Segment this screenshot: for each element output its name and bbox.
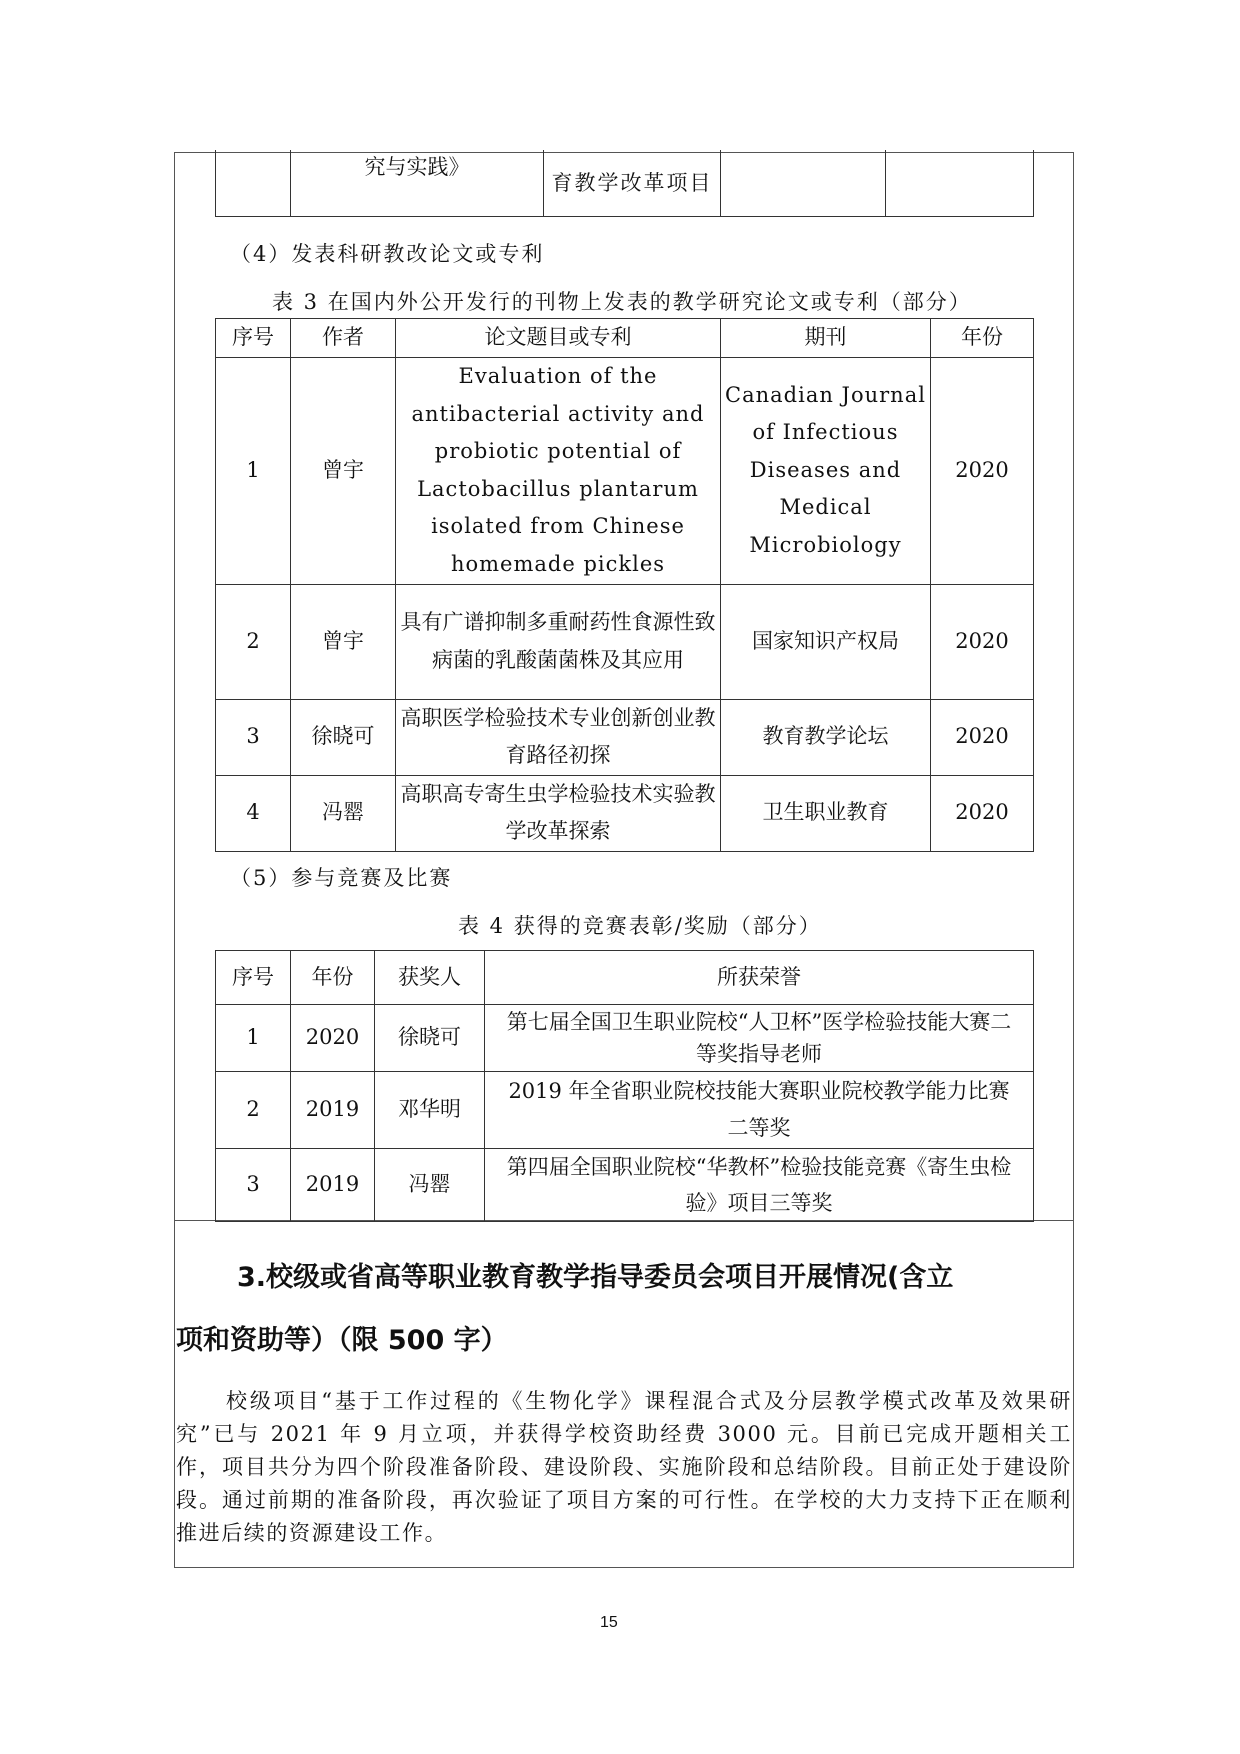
section-3-paragraph: 校级项目“基于工作过程的《生物化学》课程混合式及分层教学模式改革及效果研究”已与 2021 年 9 月立项，并获得学校资助经费 3000 元。目前已完成开题相关工作，项目共分为四个阶段准备阶段、建设阶段、实施阶段和总结阶段。目前正处于建设阶段。通过前期的准备阶段，再次验证了项目方案的可行性。在学校的大力支持下正在顺利推进后续的资源建设工作。: [176, 1389, 1072, 1545]
table-cell: 1: [216, 357, 291, 584]
table-row: [216, 1072, 1034, 1149]
table-cell: 冯罂: [291, 775, 396, 851]
table-cell: Canadian Journal of Infectious Diseases and Medical Microbiology: [721, 357, 931, 584]
table-row: [216, 150, 1034, 217]
header-cell: 论文题目或专利: [396, 319, 721, 358]
table-cell: 3: [216, 699, 291, 775]
header-cell: 年份: [291, 951, 375, 1005]
table-cell: 2020: [931, 699, 1034, 775]
table-header-row: [216, 951, 1034, 1005]
table-cell: 第四届全国职业院校“华教杯”检验技能竞赛《寄生虫检验》项目三等奖: [485, 1149, 1034, 1222]
table-cell: 徐晓可: [375, 1005, 485, 1072]
table-4-caption: 表 4 获得的竞赛表彰/奖励（部分）: [458, 914, 822, 938]
table-cell: 第七届全国卫生职业院校“人卫杯”医学检验技能大赛二等奖指导老师: [485, 1005, 1034, 1072]
table-cell: 育教学改革项目: [544, 150, 721, 217]
header-cell: 序号: [216, 951, 291, 1005]
table-3: [215, 318, 1034, 852]
section-5-heading: （5）参与竞赛及比赛: [230, 866, 453, 890]
table-cell: 2019: [291, 1072, 375, 1149]
table-cell: 2020: [291, 1005, 375, 1072]
table-4: [215, 950, 1034, 1222]
header-cell: 年份: [931, 319, 1034, 358]
table-cell: [721, 150, 886, 217]
table-row: [216, 357, 1034, 584]
header-cell: 序号: [216, 319, 291, 358]
table-cell: [216, 150, 291, 217]
table-3-caption: 表 3 在国内外公开发行的刊物上发表的教学研究论文或专利（部分）: [272, 290, 972, 314]
table-header-row: [216, 319, 1034, 358]
table-cell: 2020: [931, 357, 1034, 584]
table-cell: 究与实践》: [291, 150, 544, 217]
table-cell: 卫生职业教育: [721, 775, 931, 851]
table-cell: 2: [216, 1072, 291, 1149]
table-cell: 邓华明: [375, 1072, 485, 1149]
table-cell: 1: [216, 1005, 291, 1072]
page-number: 15: [600, 1614, 618, 1631]
table-cell: 国家知识产权局: [721, 584, 931, 699]
table-cell: 4: [216, 775, 291, 851]
table-row: [216, 1149, 1034, 1222]
table-cell: Evaluation of the antibacterial activity and probiotic potential of Lactobacillus plantarum isolated from Chinese homemade pickles: [396, 357, 721, 584]
table-cell: 2: [216, 584, 291, 699]
table-cell: 曾宇: [291, 584, 396, 699]
table-cell: 高职医学检验技术专业创新创业教育路径初探: [396, 699, 721, 775]
table-cell: 徐晓可: [291, 699, 396, 775]
header-cell: 期刊: [721, 319, 931, 358]
table-cell: 2019 年全省职业院校技能大赛职业院校教学能力比赛二等奖: [485, 1072, 1034, 1149]
table-cell: 2019: [291, 1149, 375, 1222]
header-cell: 获奖人: [375, 951, 485, 1005]
table-cell: 2020: [931, 775, 1034, 851]
table-row: [216, 584, 1034, 699]
table-cell: 具有广谱抑制多重耐药性食源性致病菌的乳酸菌菌株及其应用: [396, 584, 721, 699]
table-cell: [886, 150, 1034, 217]
top-table: [215, 150, 1034, 217]
header-cell: 所获荣誉: [485, 951, 1034, 1005]
table-cell: 3: [216, 1149, 291, 1222]
header-cell: 作者: [291, 319, 396, 358]
section-3-heading-line1: 3.校级或省高等职业教育教学指导委员会项目开展情况(含立: [237, 1262, 954, 1293]
table-row: [216, 775, 1034, 851]
table-cell: 教育教学论坛: [721, 699, 931, 775]
table-cell: 高职高专寄生虫学检验技术实验教学改革探索: [396, 775, 721, 851]
section-4-heading: （4）发表科研教改论文或专利: [230, 242, 545, 266]
table-cell: 2020: [931, 584, 1034, 699]
section-3-heading-line2: 项和资助等）（限 500 字）: [176, 1325, 508, 1356]
table-row: [216, 699, 1034, 775]
table-row: [216, 1005, 1034, 1072]
table-cell: 曾宇: [291, 357, 396, 584]
table-cell: 冯罂: [375, 1149, 485, 1222]
